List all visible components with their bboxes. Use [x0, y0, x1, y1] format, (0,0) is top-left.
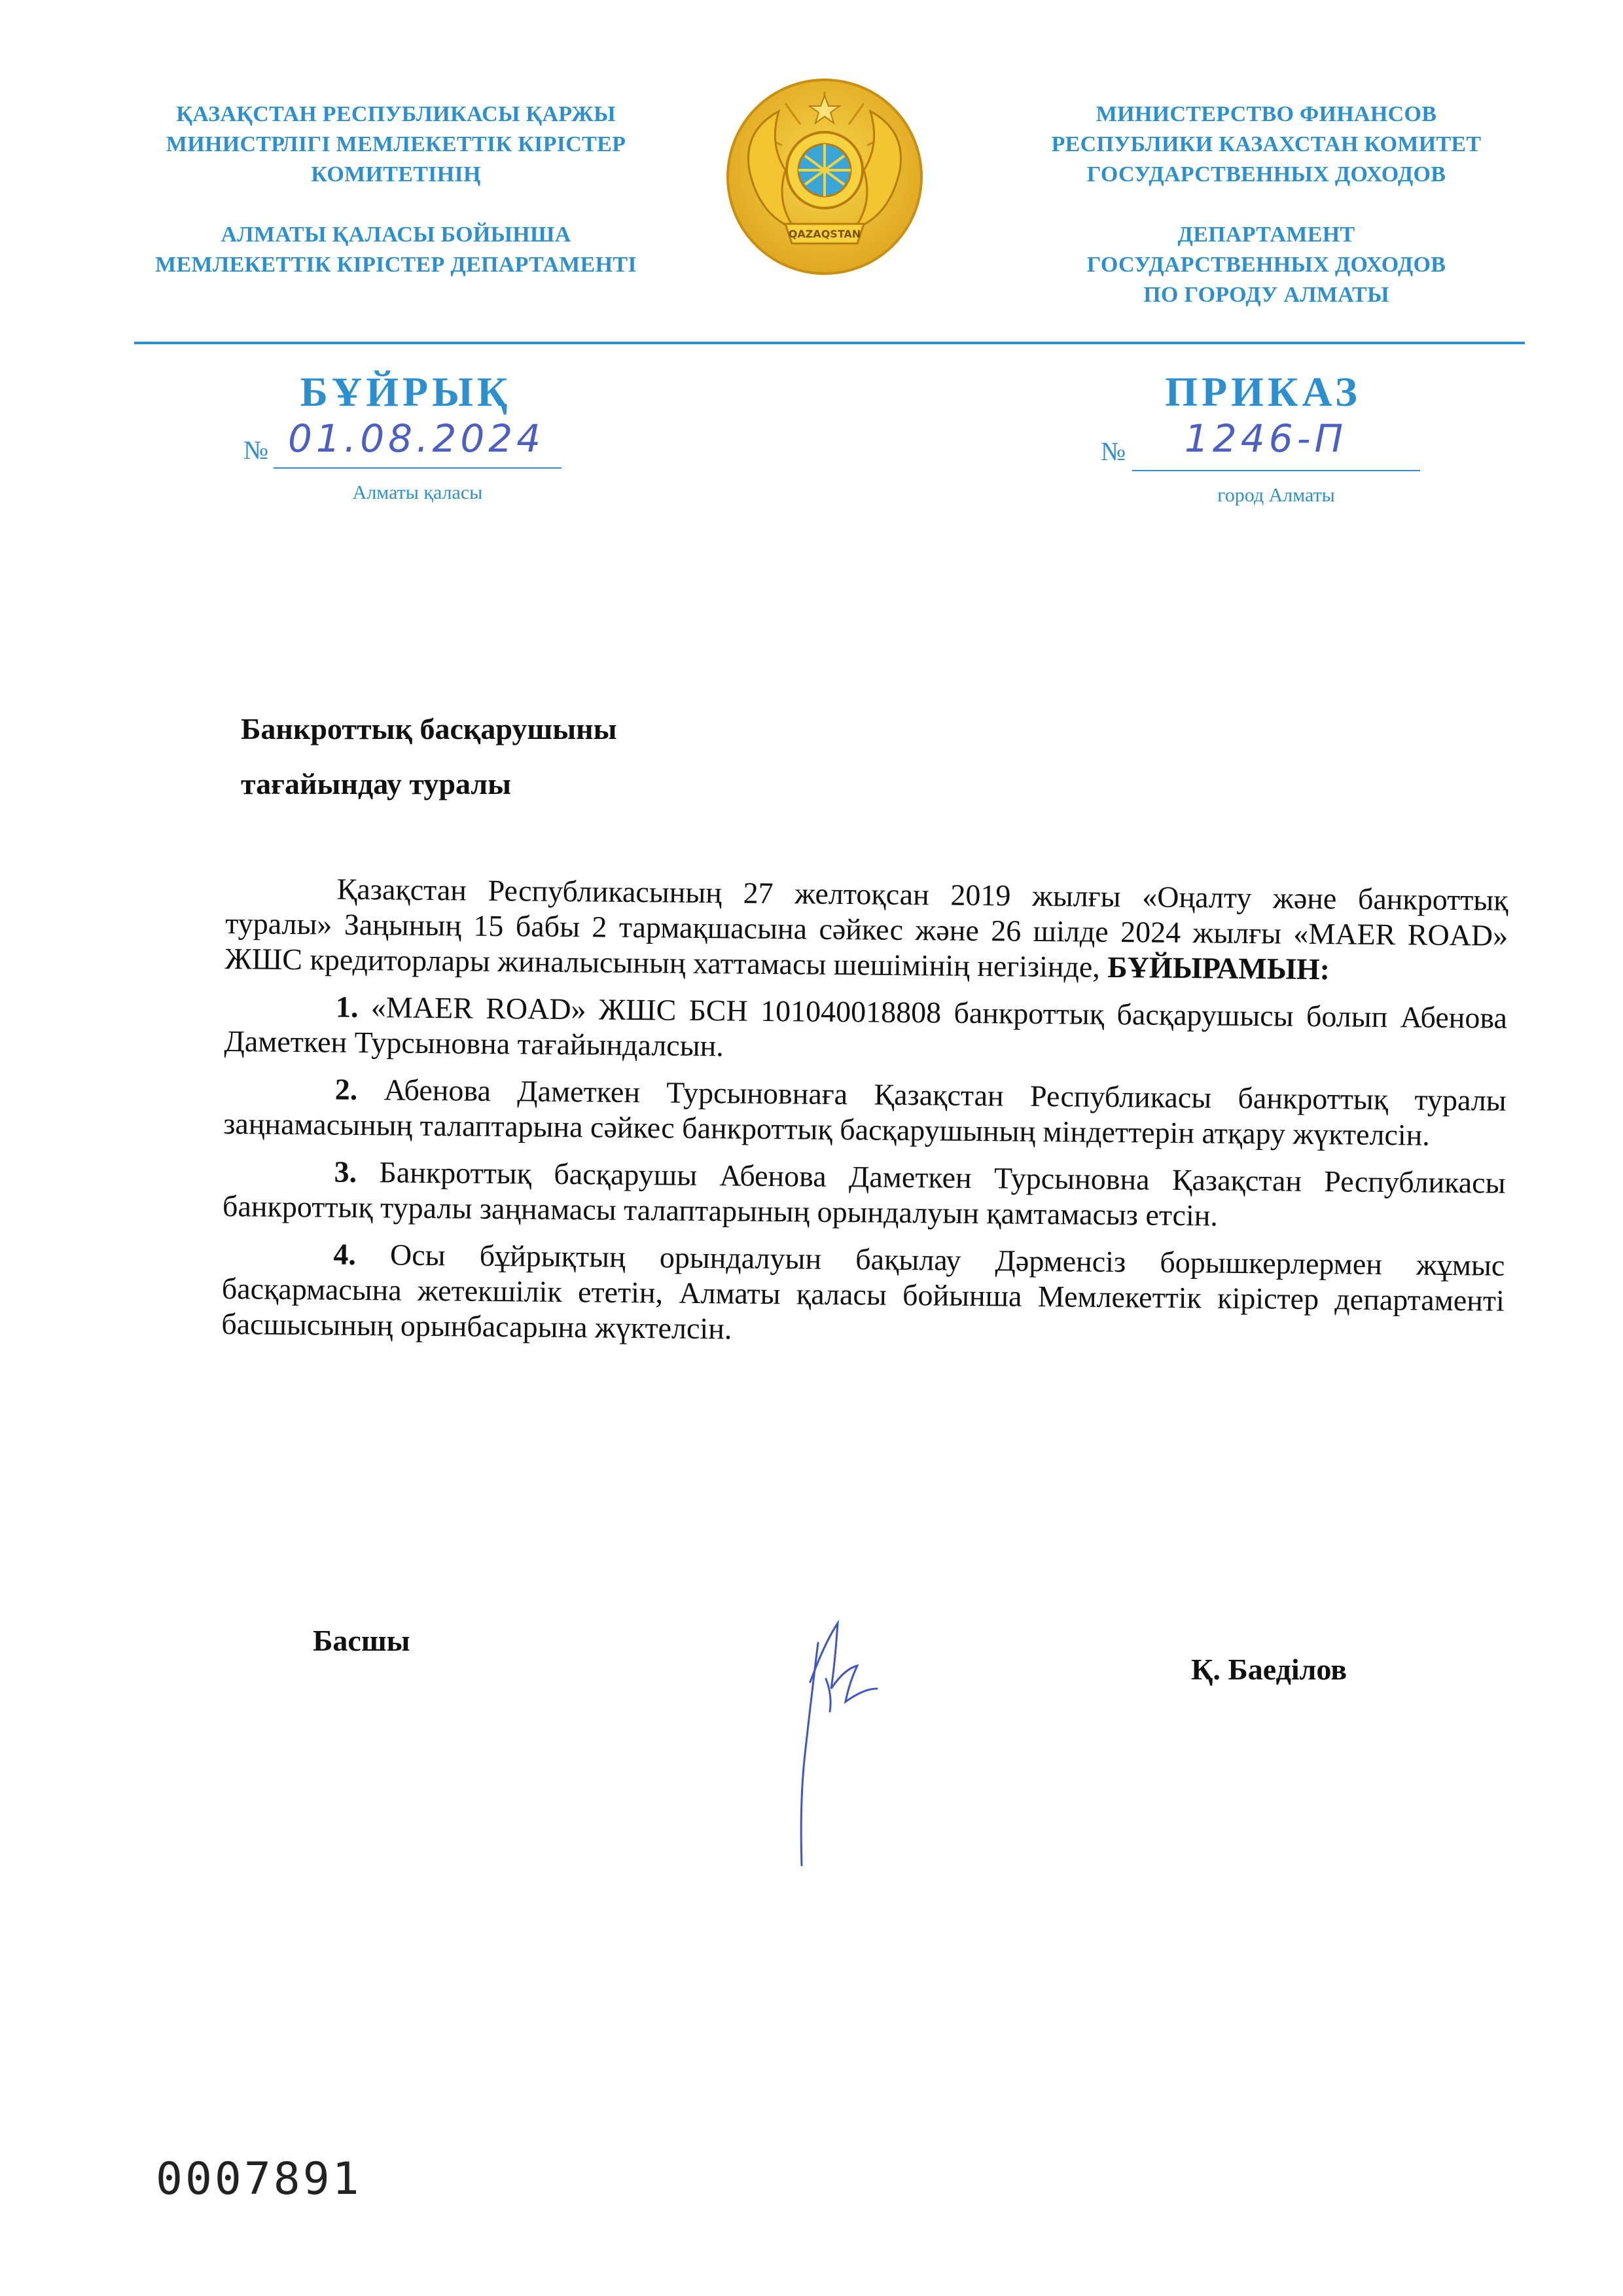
serial-number: 0007891 — [156, 2153, 362, 2205]
header-ru-organization — [995, 99, 1538, 310]
decree-item — [221, 1236, 1505, 1354]
number-symbol-kz: № — [243, 435, 269, 465]
decree-item — [224, 988, 1507, 1071]
intro-text: Қазақстан Республикасының 27 желтоқсан 2019 жылғы «Оңалту және банкроттық туралы» Заңының 15 бабы 2 тармақшасына сәйкес және 26 шілде 2024 жылғы «MAER ROAD» ЖШС кредиторлары жиналысының хаттамасы шешімінің негізінде, — [224, 872, 1508, 984]
order-number-handwritten: 1246-П — [1185, 416, 1347, 461]
city-ru: город Алматы — [1217, 484, 1335, 506]
document-title-line: Банкроттық басқарушыны — [241, 712, 617, 745]
order-label-kz: БҰЙРЫҚ — [300, 368, 512, 415]
document-body — [221, 870, 1508, 1366]
header-kz-line: КОМИТЕТІНІҢ — [311, 162, 481, 187]
header-kz-organization — [124, 99, 668, 280]
header-ru-line: ГОСУДАРСТВЕННЫХ ДОХОДОВ — [1086, 162, 1446, 187]
decree-item-text: Осы бұйрықтың орындалуын бақылау Дәрменсіз борышкерлермен жұмыс басқармасына жетекшілік ететін, Алматы қаласы бойынша Мемлекеттік кірістер департаменті басшысының орынбасарына жүктелсін. — [221, 1238, 1505, 1346]
header-kz-line: МЕМЛЕКЕТТІК КІРІСТЕР ДЕПАРТАМЕНТІ — [155, 253, 637, 277]
header-ru-line: ГОСУДАРСТВЕННЫХ ДОХОДОВ — [1086, 253, 1446, 277]
header-ru-line: РЕСПУБЛИКИ КАЗАХСТАН КОМИТЕТ — [1051, 132, 1482, 156]
header-kz-line: МИНИСТРЛІГІ МЕМЛЕКЕТТІК КІРІСТЕР — [166, 132, 626, 156]
decree-item — [223, 1071, 1507, 1154]
number-underline-ru — [1132, 470, 1420, 471]
decree-item-text: Банкроттық басқарушы Абенова Даметкен Турсыновна Қазақстан Республикасы банкроттық туралы заңнамасы талаптарының орындалуын қамтамасыз етсін. — [222, 1155, 1506, 1232]
decree-item-number: 1. — [335, 990, 359, 1024]
number-symbol-ru: № — [1101, 437, 1126, 466]
decree-word: БҰЙЫРАМЫН: — [1107, 950, 1330, 986]
document-title-line: тағайындау туралы — [241, 767, 512, 800]
document-title — [241, 702, 830, 812]
emblem-ribbon-text: QAZAQSTAN — [788, 228, 861, 240]
signatory-title: Басшы — [313, 1624, 410, 1657]
header-ru-line: ПО ГОРОДУ АЛМАТЫ — [1143, 283, 1389, 307]
intro-paragraph — [224, 870, 1508, 989]
order-date-handwritten: 01.08.2024 — [288, 416, 545, 461]
decree-item — [223, 1153, 1506, 1236]
handwritten-signature — [772, 1604, 890, 1872]
order-label-ru: ПРИКАЗ — [1165, 368, 1361, 415]
decree-item-number: 3. — [334, 1155, 357, 1189]
decree-item-number: 2. — [334, 1072, 358, 1106]
signatory-name: Қ. Баеділов — [1191, 1653, 1347, 1686]
state-emblem-icon — [723, 72, 926, 281]
header-kz-line: АЛМАТЫ ҚАЛАСЫ БОЙЫНША — [221, 223, 571, 247]
header-divider — [134, 342, 1525, 344]
decree-item-text: «MAER ROAD» ЖШС БСН 101040018808 банкроттық басқарушысы болып Абенова Даметкен Турсыновна тағайындалсын. — [224, 990, 1508, 1063]
number-underline-kz — [274, 467, 562, 469]
city-kz: Алматы қаласы — [352, 482, 483, 503]
header-ru-line: ДЕПАРТАМЕНТ — [1177, 223, 1355, 247]
decree-item-text: Абенова Даметкен Турсыновнаға Қазақстан Республикасы банкроттық туралы заңнамасының талаптарына сәйкес банкроттық басқарушының міндеттерін атқару жүктелсін. — [223, 1073, 1507, 1152]
header-ru-line: МИНИСТЕРСТВО ФИНАНСОВ — [1096, 102, 1437, 126]
header-kz-line: ҚАЗАҚСТАН РЕСПУБЛИКАСЫ ҚАРЖЫ — [176, 102, 616, 126]
decree-item-number: 4. — [333, 1237, 357, 1271]
